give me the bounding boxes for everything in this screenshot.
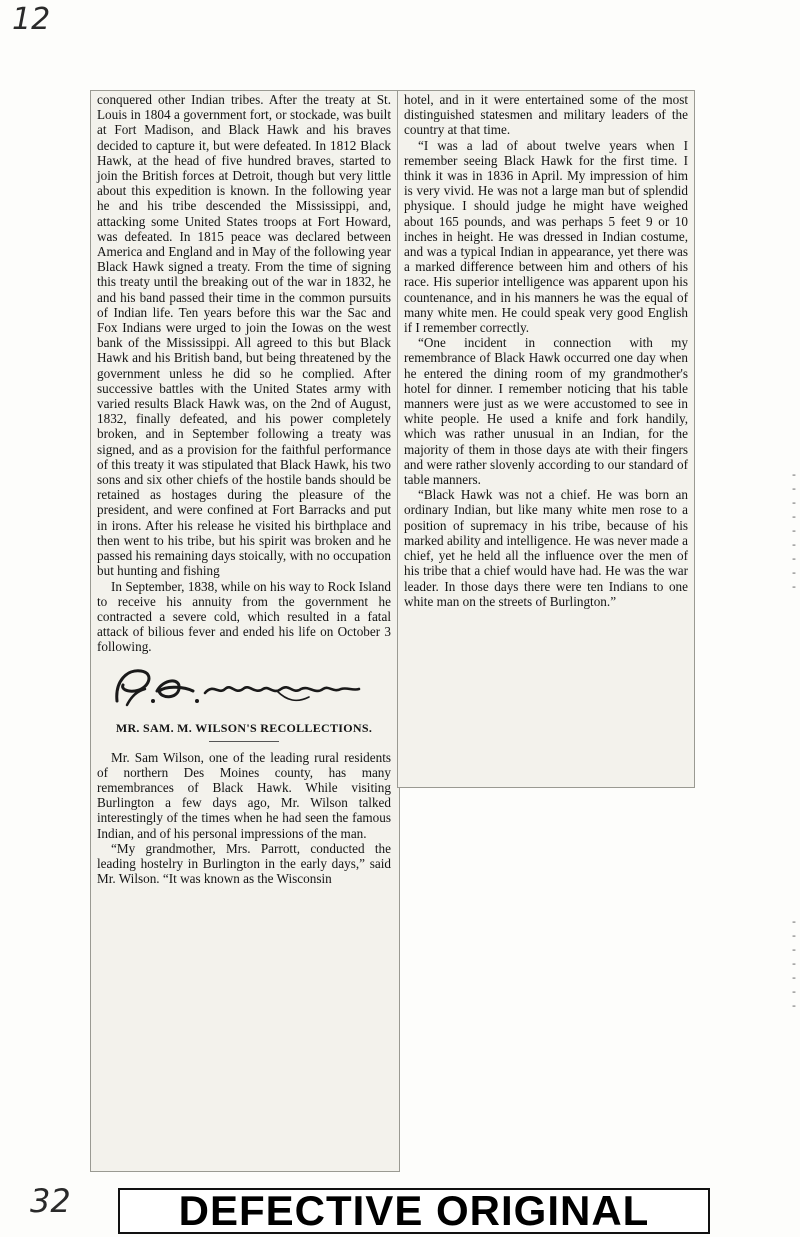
- handwritten-page-number: 12: [12, 2, 51, 37]
- margin-marks-top: - - - - - - - - -: [792, 468, 796, 593]
- article-paragraph: hotel, and in it were entertained some of the most distinguished statesmen and military leaders of the country at that time.: [404, 92, 688, 138]
- clipping-right-column: [397, 90, 695, 788]
- right-column-text: [404, 92, 688, 609]
- left-column-text: [97, 92, 391, 886]
- defective-original-stamp: DEFECTIVE ORIGINAL: [118, 1188, 710, 1234]
- handwritten-folio-number: 32: [30, 1182, 71, 1220]
- divider: [209, 741, 279, 742]
- article-paragraph: “I was a lad of about twelve years when I remember seeing Black Hawk for the first time. I think it was in 1836 in April. My impression of him is very vivid. He was not a large man but of splendid physique. I should judge he might have weighed about 165 pounds, and was perhaps 5 feet 9 or 10 inches in height. He was dressed in Indian costume, and was a typical Indian in appearance, yet there was a marked difference between him and others of his race. His superior intelligence was apparent upon his countenance, and in his manners he was the equal of many white men. He could speak very good English if I remember correctly.: [404, 137, 688, 336]
- article-paragraph: “One incident in connection with my remembrance of Black Hawk occurred one day when he entered the dining room of my grandmother's hotel for dinner. I remember noticing that his table manners were just as we were accustomed to see in white people. He used a knife and fork handily, which was rather unusual in an Indian, for the majority of them in those days ate with their fingers and were rather slovenly according to our standard of table manners.: [404, 335, 688, 488]
- signature-image: [97, 661, 391, 717]
- article-paragraph: In September, 1838, while on his way to Rock Island to receive his annuity from the government he contracted a severe cold, which resulted in a fatal attack of bilious fever and ended his life on October 3 following.: [97, 578, 391, 655]
- article-paragraph: conquered other Indian tribes. After the treaty at St. Louis in 1804 a government fort, or stockade, was built at Fort Madison, and Black Hawk and his braves decided to capture it, but were defeated. In 1812 Black Hawk, at the head of five hundred braves, started to join the British forces at Detroit, though but very little about this expedition is known. In the following year he and his tribe descended the Mississippi, and, attacking some United States troops at Fort Howard, was defeated. In 1815 peace was declared between America and England and in May of the following year Black Hawk signed a treaty. From the time of signing this treaty until the breaking out of the war in 1832, he and his band passed their time in the common pursuits of Indian life. Ten years before this war the Sac and Fox Indians were urged to join the Iowas on the west bank of the Mississippi. All agreed to this but Black Hawk and his British band, but being threatened by the government unless he did so he complied. After successive battles with the United States army with varied results Black Hawk was, on the 2nd of August, 1832, finally defeated, and his power completely broken, and in September following a treaty was signed, and as a provision for the faithful performance of this treaty it was stipulated that Black Hawk, his two sons and six other chiefs of the hostile bands should be retained as hostages during the pleasure of the president, and were confined at Fort Barracks and put in irons. After his release he visited his birthplace and then went to his tribe, but his spirit was broken and he passed his remaining days stoically, with no occupation but hunting and fishing: [97, 92, 391, 579]
- margin-marks-bottom: - - - - - - -: [792, 915, 796, 1012]
- clipping-left-column: [90, 90, 400, 1172]
- article-paragraph: Mr. Sam Wilson, one of the leading rural residents of northern Des Moines county, has many remembrances of Black Hawk. While visiting Burlington a few days ago, Mr. Wilson talked interestingly of the times when he had seen the famous Indian, and of his personal impressions of the man.: [97, 749, 391, 841]
- article-paragraph: “Black Hawk was not a chief. He was born an ordinary Indian, but like many white men rose to a position of supremacy in his tribe, because of his marked ability and intelligence. He was never made a chief, yet he held all the influence over the men of his tribe that a chief would have had. He was the war leader. In those days there were ten Indians to one white man on the streets of Burlington.”: [404, 487, 688, 609]
- subheading: MR. SAM. M. WILSON'S RECOLLECTIONS.: [115, 720, 373, 735]
- article-paragraph: “My grandmother, Mrs. Parrott, conducted the leading hostelry in Burlington in the early days,” said Mr. Wilson. “It was known as the Wisconsin: [97, 840, 391, 887]
